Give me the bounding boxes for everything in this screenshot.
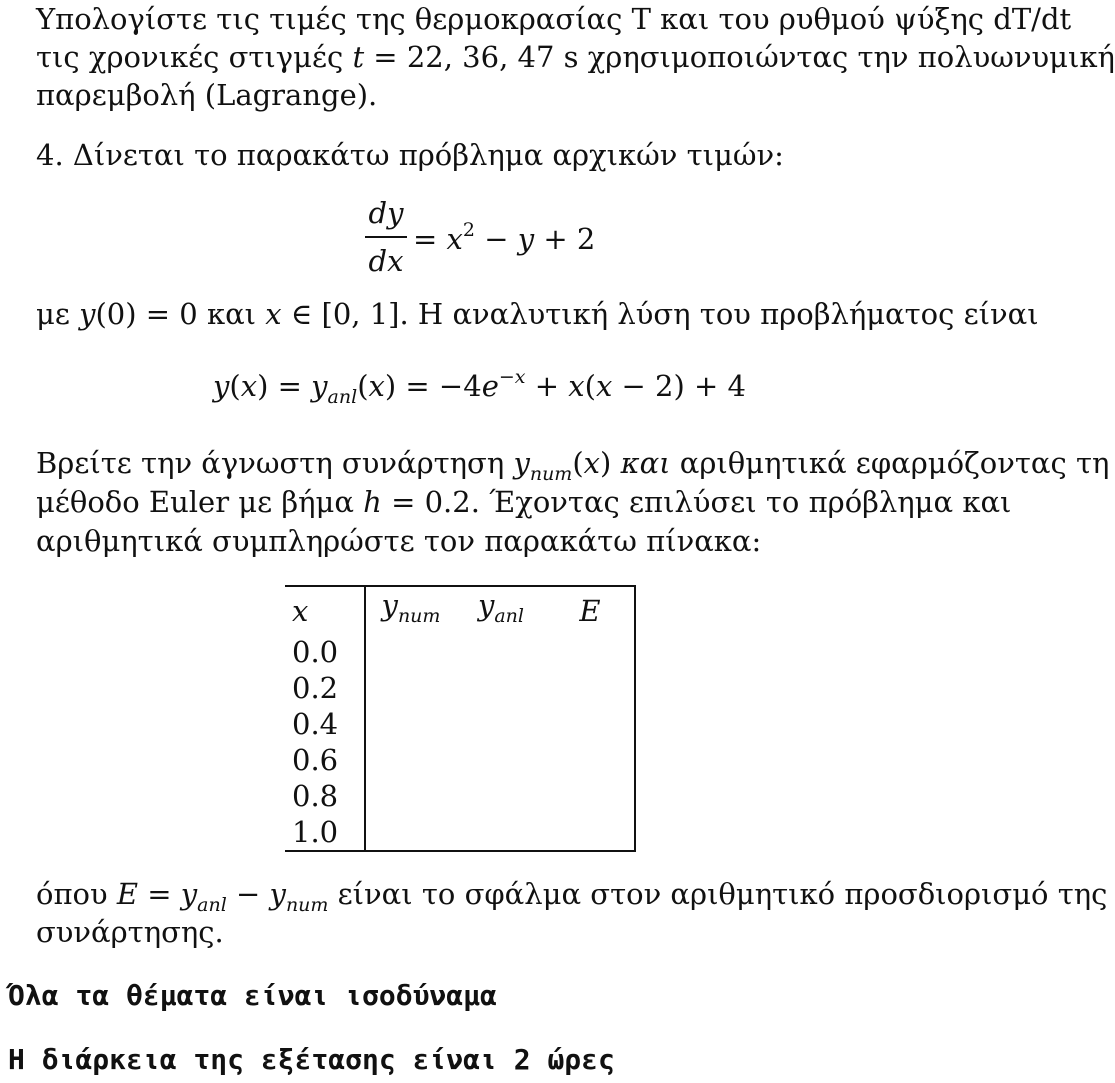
header-error: E: [546, 586, 635, 634]
var-E: E: [116, 877, 138, 911]
yanl-cell: [456, 634, 546, 670]
x-cell: 0.4: [285, 706, 365, 742]
table-row: [285, 634, 635, 670]
text: Βρείτε την άγνωστη συνάρτηση: [36, 446, 514, 480]
var-x: x: [595, 369, 613, 403]
task-line-2: [36, 485, 1011, 519]
subscript: num: [285, 894, 329, 916]
text: + 2: [534, 222, 596, 256]
problem-number: 4.: [36, 138, 64, 172]
text: = 0.2. Έχοντας επιλύσει το πρόβλημα και: [381, 485, 1012, 519]
yanl-cell: [456, 778, 546, 814]
text: μέθοδο Euler με βήμα: [36, 485, 364, 519]
error-cell: [546, 634, 635, 670]
text: −: [226, 877, 270, 911]
table-row: [285, 778, 635, 814]
var-y: y: [311, 369, 328, 403]
var-y: y: [517, 222, 535, 256]
ynum-cell: [365, 778, 456, 814]
var-t: t: [352, 40, 365, 74]
var-x: x: [368, 369, 385, 403]
problem-text: Δίνεται το παρακάτω πρόβλημα αρχικών τιμών:: [72, 138, 784, 172]
text: ∈ [0, 1]. Η αναλυτική λύση του προβλήματος είναι: [281, 297, 1039, 331]
text: (0) = 0 και: [95, 297, 266, 331]
ynum-cell: [365, 670, 456, 706]
ynum-cell: [365, 706, 456, 742]
var-y: y: [79, 297, 96, 331]
text: όπου: [36, 877, 117, 911]
yanl-cell: [456, 706, 546, 742]
x-cell: 0.6: [285, 742, 365, 778]
fraction-denominator: dx: [368, 244, 404, 278]
header-x: x: [285, 586, 365, 634]
error-cell: [546, 670, 635, 706]
text: ): [600, 446, 621, 480]
error-line-1: [36, 877, 1107, 916]
text: είναι το σφάλμα στον αριθμητικό προσδιορισμό της: [328, 877, 1108, 911]
intro-line-1: Υπολογίστε τις τιμές της θερμοκρασίας T και του ρυθμού ψύξης dT/dt: [36, 2, 1072, 36]
text: =: [413, 222, 447, 256]
text: −: [474, 222, 518, 256]
text: (: [229, 369, 241, 403]
text: (: [584, 369, 596, 403]
table-header-row: [285, 586, 635, 634]
text: με: [36, 297, 80, 331]
table-row: [285, 742, 635, 778]
error-cell: [546, 778, 635, 814]
fraction-bar: [365, 236, 407, 238]
subscript: anl: [494, 605, 525, 627]
error-cell: [546, 742, 635, 778]
error-cell: [546, 814, 635, 851]
text: (: [357, 369, 369, 403]
error-line-2: συνάρτησης.: [36, 915, 224, 949]
var-h: h: [363, 485, 382, 519]
var-x: x: [568, 369, 585, 403]
error-cell: [546, 706, 635, 742]
duration-note: Η διάρκεια της εξέτασης είναι 2 ώρες: [8, 1043, 615, 1076]
var-x: x: [583, 446, 601, 480]
fraction-numerator: dy: [368, 196, 404, 230]
var-y: y: [180, 877, 198, 911]
ode-rhs: [413, 219, 595, 256]
var-y: y: [513, 446, 530, 480]
x-cell: 0.8: [285, 778, 365, 814]
equal-weight-note: Όλα τα θέματα είναι ισοδύναμα: [8, 979, 497, 1012]
initial-condition: [36, 297, 1039, 331]
table-row: [285, 706, 635, 742]
exponent: 2: [462, 219, 475, 241]
yanl-cell: [456, 814, 546, 851]
problem-statement: [36, 138, 784, 172]
text: ) = −4: [384, 369, 482, 403]
yanl-cell: [456, 742, 546, 778]
table-row: [285, 670, 635, 706]
var-x: x: [265, 297, 282, 331]
var-x: x: [446, 222, 463, 256]
exponent: −x: [498, 366, 526, 388]
text: = 22, 36, 47 s χρησιμοποιώντας την πολυωνυμική: [364, 40, 1115, 74]
subscript: anl: [197, 894, 227, 916]
table-row: [285, 814, 635, 851]
ynum-cell: [365, 814, 456, 851]
task-line-3: αριθμητικά συμπληρώστε τον παρακάτω πίνακα:: [36, 524, 762, 558]
ode-fraction: [365, 196, 407, 278]
intro-line-3: παρεμβολή (Lagrange).: [36, 78, 378, 112]
text: (: [572, 446, 584, 480]
text: =: [138, 877, 181, 911]
yanl-cell: [456, 670, 546, 706]
var-y: y: [213, 369, 230, 403]
subscript: num: [397, 605, 441, 627]
x-cell: 0.2: [285, 670, 365, 706]
intro-line-2: [36, 40, 1115, 74]
text: − 2) + 4: [612, 369, 746, 403]
emphasis: και: [620, 446, 671, 480]
header-yanl: [456, 586, 546, 634]
var-e: e: [481, 369, 499, 403]
text: y: [477, 588, 495, 622]
text: τις χρονικές στιγμές: [36, 40, 353, 74]
results-table: [285, 585, 636, 852]
subscript: anl: [327, 386, 358, 408]
ynum-cell: [365, 634, 456, 670]
text: +: [525, 369, 569, 403]
var-x: x: [240, 369, 258, 403]
var-y: y: [269, 877, 286, 911]
task-line-1: [36, 446, 1109, 485]
ynum-cell: [365, 742, 456, 778]
text: y: [381, 588, 398, 622]
x-cell: 0.0: [285, 634, 365, 670]
x-cell: 1.0: [285, 814, 365, 851]
subscript: num: [529, 463, 573, 485]
text: αριθμητικά εφαρμόζοντας τη: [670, 446, 1110, 480]
header-ynum: [365, 586, 456, 634]
analytic-solution: [213, 366, 746, 408]
text: ) =: [257, 369, 312, 403]
